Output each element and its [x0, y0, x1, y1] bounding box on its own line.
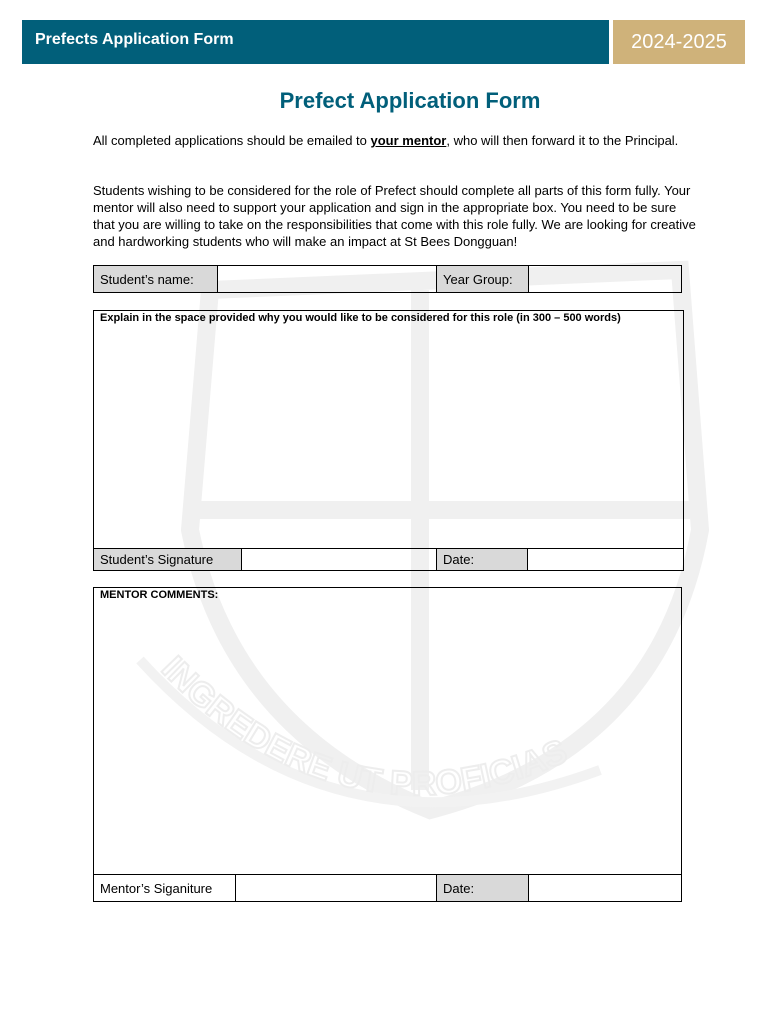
- mentor-date-field[interactable]: [529, 875, 682, 902]
- student-name-label: Student’s name:: [94, 266, 218, 293]
- mentor-comments-box[interactable]: [93, 587, 682, 875]
- student-signature-label: Student’s Signature: [94, 549, 242, 571]
- explanation-box[interactable]: [93, 310, 684, 549]
- mentor-date-label: Date:: [437, 875, 529, 902]
- year-group-field[interactable]: [529, 266, 682, 293]
- year-badge: 2024-2025: [613, 20, 745, 64]
- student-signature-field[interactable]: [242, 549, 437, 571]
- document-title: Prefect Application Form: [279, 88, 541, 113]
- student-info-table: [93, 265, 682, 293]
- header-title: Prefects Application Form: [35, 31, 234, 48]
- student-signature-table: [93, 548, 684, 571]
- watermark-motto: INGREDERE UT PROFICIAS: [154, 649, 573, 804]
- student-date-field[interactable]: [528, 549, 684, 571]
- intro-paragraph: [93, 132, 699, 149]
- description-paragraph: Students wishing to be considered for the role of Prefect should complete all parts of this form fully. Your mentor will also need to support your application and sign in the appropriate box. You need to be sure that you are willing to take on the responsibilities that come with this role fully. We are looking for creative and hardworking students who will make an impact at St Bees Dongguan!: [93, 183, 696, 249]
- mentor-signature-label: Mentor’s Siganiture: [94, 875, 236, 902]
- student-date-label: Date:: [437, 549, 528, 571]
- intro-text-end: , who will then forward it to the Principal.: [446, 133, 679, 148]
- student-name-field[interactable]: [218, 266, 437, 293]
- year-group-label: Year Group:: [437, 266, 529, 293]
- mentor-comments-label: MENTOR COMMENTS:: [100, 589, 219, 601]
- header-bar: [22, 20, 609, 64]
- intro-text: All completed applications should be emailed to: [93, 133, 371, 148]
- explanation-label: Explain in the space provided why you would like to be considered for this role (in 300 – 500 words): [100, 312, 621, 324]
- mentor-link[interactable]: your mentor: [370, 133, 447, 148]
- mentor-signature-table: [93, 874, 682, 902]
- mentor-signature-field[interactable]: [236, 875, 437, 902]
